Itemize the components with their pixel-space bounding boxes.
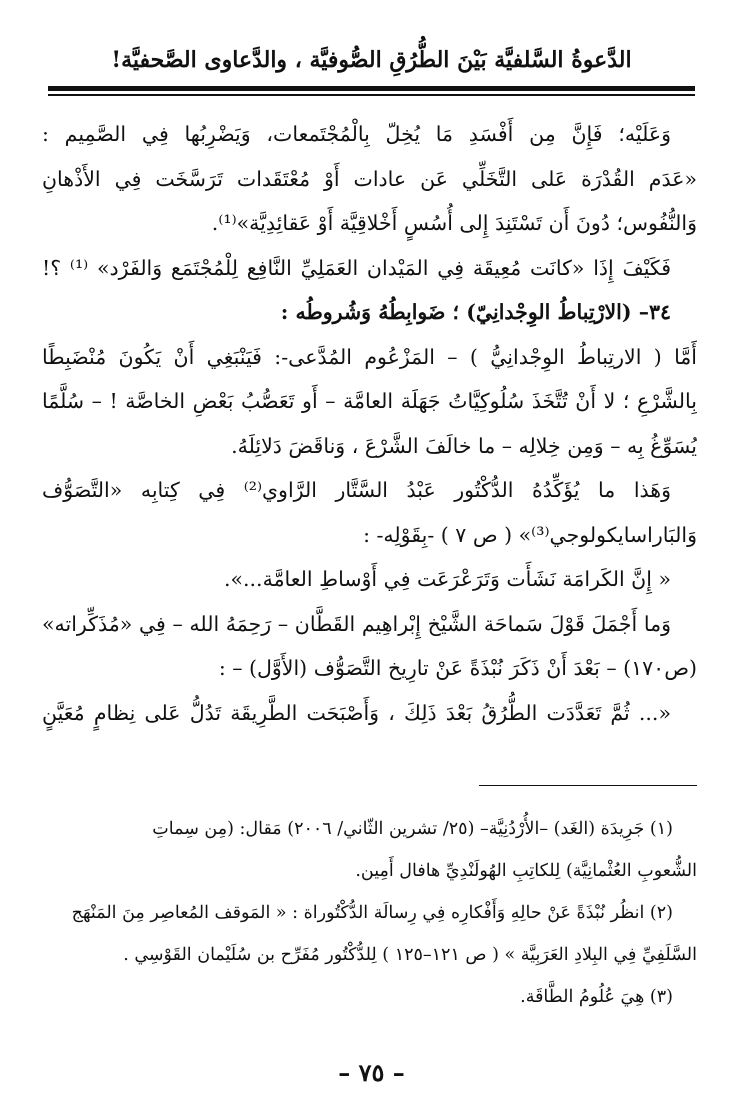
body-line: فَكَيْفَ إِذَا «كانَت مُعِيقَة فِي المَيْدان العَمَلِيِّ النَّافِع لِلْمُجْتَمَع وَالفَرْد» ⁽¹⁾ ؟! — [42, 255, 672, 280]
body-text — [42, 112, 697, 735]
body-line: (ص١٧٠) – بَعْدَ أَنْ ذَكَرَ نُبْذَةً عَنْ تارِيخ التَّصَوُّف (الأَوَّل) – : — [218, 656, 697, 680]
quote-line: وَالنُّفُوس؛ دُونَ أَن تَسْتَنِدَ إِلى أُسُسٍ أَخْلاقِيَّة أَوْ عَقائِدِيَّة»⁽¹⁾. — [211, 211, 697, 235]
page-number: – ٧٥ – — [338, 1058, 405, 1087]
section-heading: ٣٤– (الارْتِباطُ الوِجْدانِيّ) ؛ ضَوابِطُهُ وَشُروطُه : — [280, 300, 671, 324]
body-line: وَما أَجْمَلَ قَوْلَ سَماحَة الشَّيْخ إِبْراهِيم القَطَّان – رَحِمَهُ الله – فِي «مُذَكِّراته» — [42, 611, 671, 636]
body-line: وَالبَاراسايكولوجي⁽³⁾» ( ص ٧ ) -بِقَوْلِه- : — [363, 522, 697, 547]
footnote-line: (٣) هِيَ عُلُومُ الطَّاقَة. — [520, 987, 673, 1007]
footnote-line: الشُّعوبِ العُثْمانِيَّة) لِلكاتِبِ الهُولَنْدِيِّ هافال أَمِين. — [355, 861, 697, 881]
body-line: وَعَلَيْه؛ فَإِنَّ مِن أَفْسَدِ مَا يُخِلّ بِالْمُجْتَمعات، وَيَضْرِبُها فِي الصَّمِيم : — [42, 122, 671, 146]
header-rule-thick — [48, 86, 695, 91]
header-rule-thin — [48, 94, 695, 96]
footnote-line: (١) جَرِيدَة (الغَد) –الأُرْدُنِيَّة– (٢٥/ تشرين الثّاني/ ٢٠٠٦) مَقال: (مِن سِماتِ — [152, 819, 673, 839]
body-line: أَمَّا ( الارتِباطُ الوِجْدانِيُّ ) – المَزْعُوم المُدَّعى-: فَيَنْبَغِي أَنْ يَكُونَ مُنْضَبِطًا — [42, 344, 697, 369]
body-line: وَهَذا ما يُؤَكِّدُهُ الدُّكْتُور عَبْدُ السَّتَّار الرَّاوي⁽²⁾ فِي كِتابِه «التَّصَوُّف — [42, 478, 671, 502]
footnote-line: السَّلَفِيِّ فِي البِلادِ العَرَبِيَّة » ( ص ١٢١–١٢٥ ) لِلدُّكْتُور مُفَرِّح بن سُلَيْمان القَوْسِي . — [123, 945, 697, 965]
quote-line: «... ثُمَّ تَعَدَّدَت الطُّرُقُ بَعْدَ ذَلِكَ ، وَأَصْبَحَت الطَّرِيقَة تَدُلُّ عَلى نِظامٍ مُعَيَّنٍ — [42, 700, 671, 725]
quote-line: «عَدَم القُدْرَة عَلى التَّخَلِّي عَن عادات أَوْ مُعْتَقَدات تَرَسَّخَت فِي الأَذْهانِ — [42, 166, 697, 191]
running-header: الدَّعوةُ السَّلفيَّة بَيْنَ الطُّرُقِ الصُّوفيَّة ، والدَّعاوى الصَّحفيَّة! — [111, 47, 632, 73]
footnote-line: (٢) انظُر نُبْذَةً عَنْ حالِهِ وَأَفْكارِه فِي رِسالَة الدُّكْتُوراة : « المَوقف المُعاصِر مِنَ المَنْهَج — [71, 903, 673, 923]
body-line: بِالشَّرْعِ ؛ لا أَنْ تُتَّخَذَ سُلُوكِيَّاتُ جَهَلَة العامَّة – أَو تَعَصُّبُ بَعْضِ الخاصَّة ! – سُلَّمًا — [42, 389, 697, 413]
footnote-separator — [479, 785, 697, 786]
footnotes — [46, 808, 697, 1018]
quote-line: « إِنَّ الكَرامَة نَشَأَت وَتَرَعْرَعَت فِي أَوْساطِ العامَّة...». — [223, 567, 671, 591]
body-line: يُسَوِّغُ بِه – وَمِن خِلالِه – ما خالَفَ الشَّرْعَ ، وَناقَضَ دَلائِلَهُ. — [231, 433, 697, 458]
